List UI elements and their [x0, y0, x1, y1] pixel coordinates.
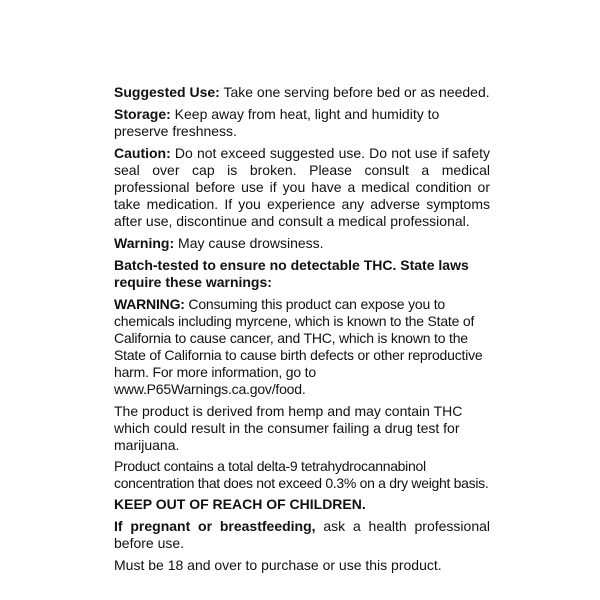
supplement-label-text [114, 84, 490, 579]
delta9-notice: Product contains a total delta-9 tetrahydrocannabinol concentration that does not exceed 0.3% on a dry weight basis. [114, 458, 489, 491]
pregnancy-text: ask a health professional before use. [114, 518, 490, 551]
storage-paragraph [114, 106, 490, 140]
pregnancy-paragraph [114, 518, 490, 552]
caution-paragraph [114, 145, 490, 230]
caution-text: Do not exceed suggested use. Do not use if safety seal over cap is broken. Please consult a medical professional before use if you have a medical condition or take medication. If you experience any adverse symptoms after use, discontinue and consult a medical professional. [114, 145, 490, 229]
storage-text: Keep away from heat, light and humidity to preserve freshness. [114, 106, 440, 139]
warning-heading: Warning: [114, 235, 175, 251]
prop65-heading: WARNING: [114, 296, 185, 312]
suggested-use-heading: Suggested Use: [114, 84, 220, 100]
warning-text: May cause drowsiness. [174, 235, 324, 251]
suggested-use-text: Take one serving before bed or as needed. [219, 84, 490, 100]
prop65-text: Consuming this product can expose you to chemicals including myrcene, which is known to the State of California to cause cancer, and THC, which is known to the State of California to cause birth defects or other reproductive harm. For more information, go to www.P65Warnings.ca.gov/food. [114, 296, 483, 397]
warning-paragraph [114, 235, 490, 252]
caution-heading: Caution: [114, 145, 171, 161]
hemp-notice: The product is derived from hemp and may contain THC which could result in the consumer failing a drug test for marijuana. [114, 403, 463, 453]
storage-heading: Storage: [114, 106, 171, 122]
prop65-warning-paragraph [114, 296, 490, 398]
age-restriction-notice: Must be 18 and over to purchase or use this product. [114, 557, 442, 573]
batch-tested-statement: Batch-tested to ensure no detectable THC. State laws require these warnings: [114, 257, 469, 290]
pregnancy-heading: If pregnant or breastfeeding, [114, 518, 316, 534]
suggested-use-paragraph [114, 84, 490, 101]
keep-out-of-reach-notice: KEEP OUT OF REACH OF CHILDREN. [114, 496, 366, 512]
